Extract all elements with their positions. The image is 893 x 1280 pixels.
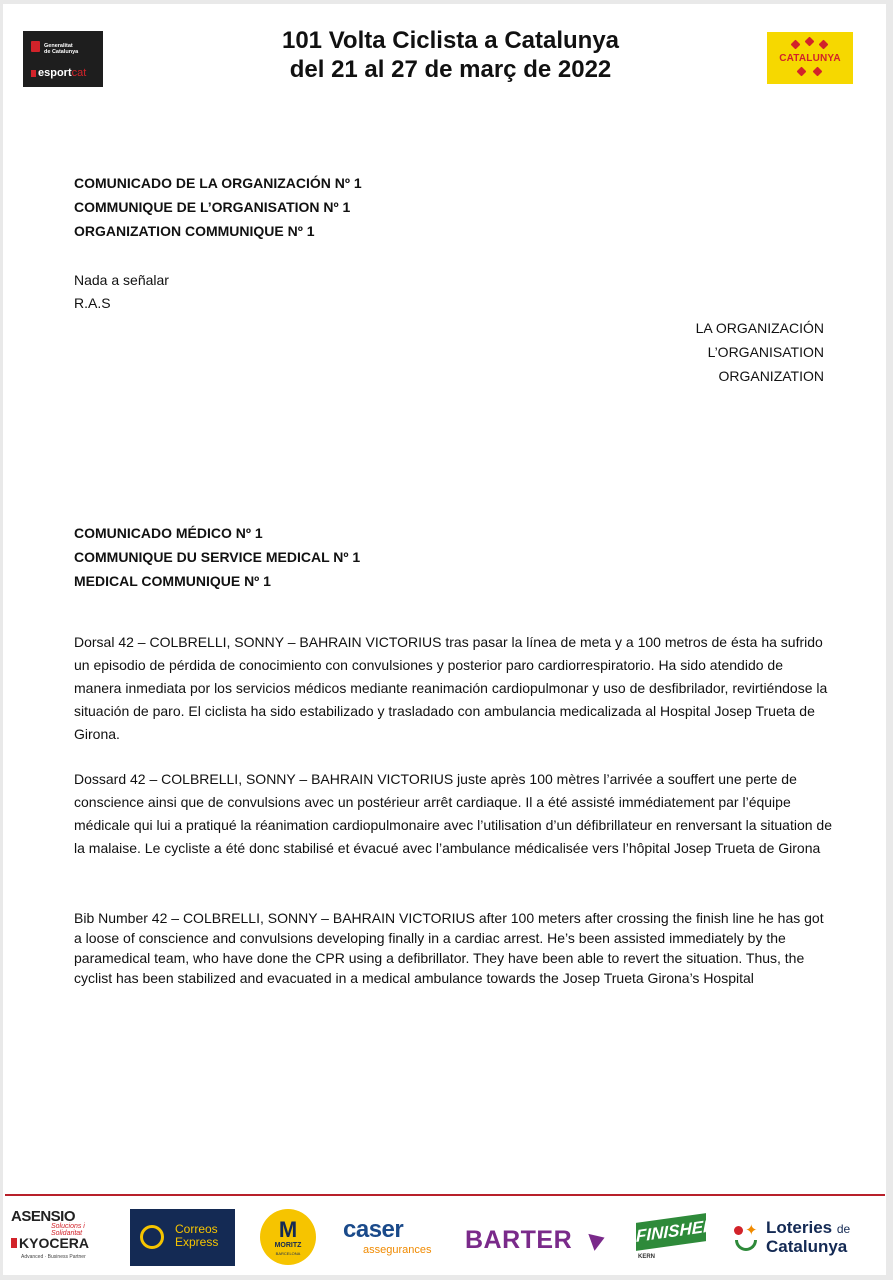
kyocera-note: Advanced · Business Partner [21,1254,86,1260]
sponsor-loteries-logo [734,1218,874,1260]
caser-sub: assegurances [363,1244,432,1256]
esportcat-suffix: cat [71,67,87,79]
sponsor-caser-logo [343,1216,448,1261]
medical-heading-fr: COMMUNIQUE DU SERVICE MEDICAL Nº 1 [74,549,361,565]
catalunya-logo-text: CATALUNYA [779,53,841,64]
moritz-city: BARCELONA [275,1251,301,1256]
catalunya-dot-icon [797,67,807,77]
loteries-de: de [836,1222,851,1236]
catalunya-dot-icon [819,40,829,50]
esportcat-brand: esport [38,67,72,79]
correos-horn-icon [140,1225,164,1249]
org-body-es: Nada a señalar [74,272,169,288]
barter-name: BARTER [465,1226,573,1254]
asensio-tagline: Solucions i Solidaritat [51,1223,85,1237]
loteries-line-2: Catalunya [766,1237,848,1256]
sponsor-moritz-logo [260,1209,316,1265]
loteries-star-icon: ✦ [745,1222,758,1239]
caser-name: caser [343,1216,404,1243]
signature-es: LA ORGANIZACIÓN [695,320,824,336]
kyocera-mark-icon [11,1238,17,1248]
moritz-mark: M [278,1217,298,1242]
org-heading-es: COMUNICADO DE LA ORGANIZACIÓN Nº 1 [74,175,362,191]
signature-en: ORGANIZATION [718,368,824,384]
loteries-word: Loteries [766,1218,833,1237]
loteries-dot-icon [734,1226,743,1235]
org-communique-headings [74,171,362,243]
org-heading-en: ORGANIZATION COMMUNIQUE Nº 1 [74,223,315,239]
signature-fr: L’ORGANISATION [707,344,824,360]
org-body-fr: R.A.S [74,295,111,311]
title-line-1: 101 Volta Ciclista a Catalunya [281,27,620,54]
correos-line-2: Express [175,1235,219,1249]
medical-paragraph-es: Dorsal 42 – COLBRELLI, SONNY – BAHRAIN VICTORIUS tras pasar la línea de meta y a 100 metros de ésta ha sufrido un episodio de pérdida de conocimiento con convulsiones y posterior paro cardiorrespiratorio. Ha sido atendido de manera inmediata por los servicios médicos mediante reanimación cardiopulmonar y uso de desfibrilador, revirtiéndose la situación de paro. El ciclista ha sido estabilizado y trasladado con ambulancia medicalizada al Hospital Josep Trueta de Girona. [74,634,828,742]
correos-line-1: Correos [175,1222,218,1236]
esportcat-wordmark [38,67,86,79]
finisher-name: FINISHER [636,1213,706,1251]
catalunya-dot-icon [805,37,815,47]
medical-heading-es: COMUNICADO MÉDICO Nº 1 [74,525,263,541]
loteries-line-1 [766,1218,850,1239]
sponsor-barter-logo [465,1226,615,1260]
footer-divider [5,1194,885,1196]
kyocera-name: KYOCERA [19,1235,90,1251]
org-signature [696,316,824,388]
generalitat-esportcat-logo [23,31,103,87]
finisher-sub: KERN [638,1254,656,1260]
catalunya-dot-icon [813,67,823,77]
asensio-name: ASENSIO [11,1208,76,1225]
catalunya-dot-icon [791,40,801,50]
sponsor-finisher-logo [636,1214,716,1266]
org-heading-fr: COMMUNIQUE DE L’ORGANISATION Nº 1 [74,199,351,215]
page-title [203,26,698,84]
medical-paragraph-fr: Dossard 42 – COLBRELLI, SONNY – BAHRAIN VICTORIUS juste après 100 mètres l’arrivée a souffert une perte de conscience ainsi que de convulsions avec un postérieur arrêt cardiaque. Il a été assisté immédiatement par l’équipe médicale qui lui a pratiqué la réanimation cardiopulmonaire avec l’utilisation d’un défibrillateur en renversant la situation de la malaise. Le cycliste a été donc stabilisé et évacué avec l’ambulance médicalisée vers l’hôpital Josep Trueta de Girona [74,771,832,856]
loteries-smile-icon [735,1240,757,1251]
sponsor-asensio-kyocera-logo [11,1208,116,1264]
correos-text [175,1223,218,1249]
title-line-2: del 21 al 27 de març de 2022 [289,56,612,83]
moritz-name: MORITZ [274,1242,302,1249]
catalunya-logo [767,32,853,84]
barter-arrow-icon [588,1229,607,1251]
generalitat-crest-icon [31,41,40,52]
logo-line-2: de Catalunya [44,49,79,55]
esportcat-mark-icon [31,70,36,77]
document-page [3,4,886,1275]
org-communique-body [74,269,169,315]
medical-communique-headings [74,521,360,593]
medical-heading-en: MEDICAL COMMUNIQUE Nº 1 [74,573,271,589]
logo-line-1: Generalitat [44,43,73,49]
medical-paragraph-en: Bib Number 42 – COLBRELLI, SONNY – BAHRAIN VICTORIUS after 100 meters after crossing the finish line he has got a loose of conscience and convulsions developing finally in a cardiac arrest. He’s been assisted immediately by the paramedical team, who have done the CPR using a defibrillator. They have been able to revert the situation. Thus, the cyclist has been stabilized and evacuated in a medical ambulance towards the Josep Trueta Girona’s Hospital [74,910,824,986]
sponsor-correos-express-logo [130,1209,235,1266]
